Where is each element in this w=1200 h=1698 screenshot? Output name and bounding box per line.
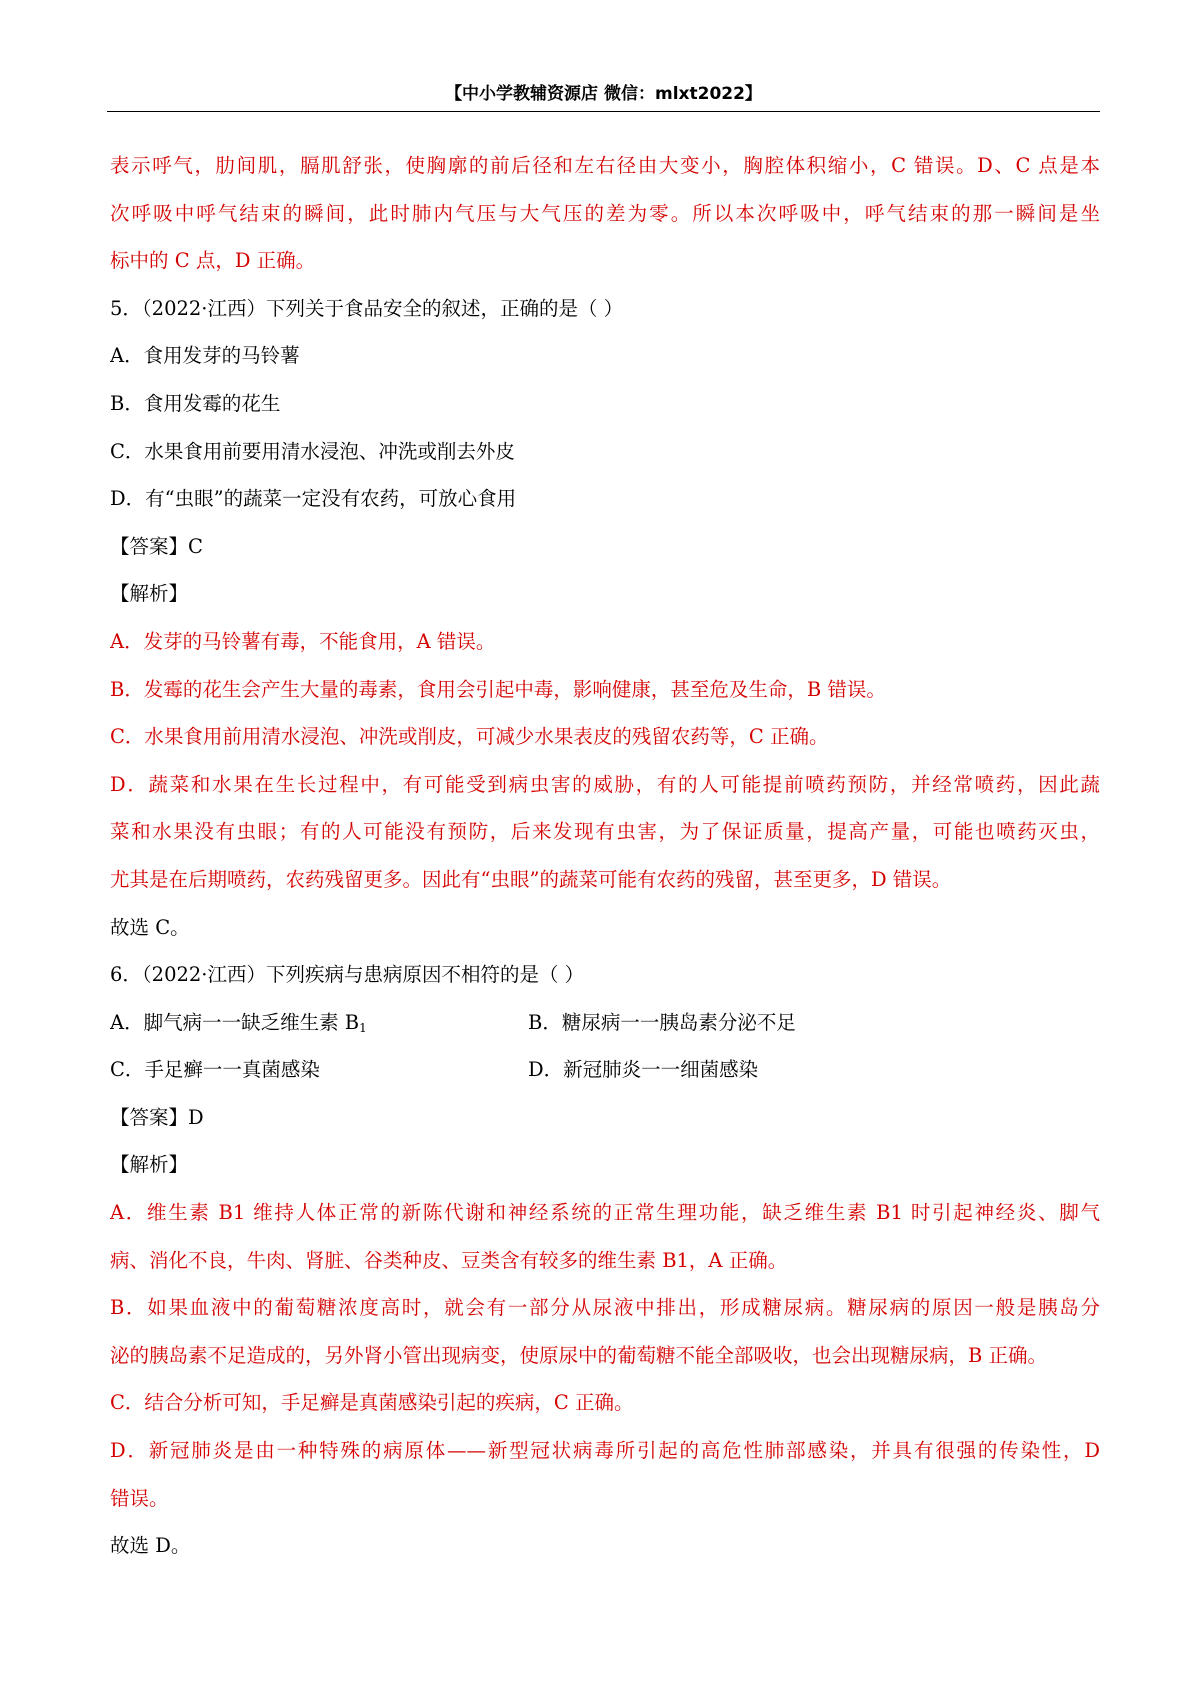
- question-5-analysis-d: D．蔬菜和水果在生长过程中，有可能受到病虫害的威胁，有的人可能提前喷药预防，并经常喷药，因此蔬: [110, 772, 1100, 796]
- question-5-analysis-a: A．发芽的马铃薯有毒，不能食用，A 错误。: [110, 629, 496, 653]
- question-6-conclusion: 故选 D。: [110, 1534, 191, 1558]
- question-5-conclusion: 故选 C。: [110, 915, 190, 939]
- answer-label: 【答案】: [110, 534, 189, 558]
- header-divider: [107, 111, 1100, 112]
- question-5-option-a: A．食用发芽的马铃薯: [110, 344, 300, 368]
- question-6-analysis-d: D．新冠肺炎是由一种特殊的病原体——新型冠状病毒所引起的高危性肺部感染，并具有很强的传染性，D: [110, 1439, 1100, 1463]
- question-6-option-a: [110, 999, 528, 1047]
- question-5-analysis-b: B．发霉的花生会产生大量的毒素，食用会引起中毒，影响健康，甚至危及生命，B 错误。: [110, 677, 886, 701]
- question-6-answer: [110, 1094, 1100, 1142]
- option-subscript: 1: [359, 1020, 367, 1035]
- question-6-option-c: C．手足癣一一真菌感染: [110, 1058, 320, 1082]
- answer-value: D: [188, 1105, 204, 1129]
- question-6-analysis-d: 错误。: [110, 1486, 169, 1510]
- question-6-analysis-a: 病、消化不良，牛肉、肾脏、谷类种皮、豆类含有较多的维生素 B1，A 正确。: [110, 1248, 788, 1272]
- question-6-analysis-b: B．如果血液中的葡萄糖浓度高时，就会有一部分从尿液中排出，形成糖尿病。糖尿病的原因一般是胰岛分: [110, 1296, 1100, 1320]
- page-header: 【中小学教辅资源店 微信：mlxt2022】: [445, 84, 762, 104]
- question-5-option-c: C．水果食用前要用清水浸泡、冲洗或削去外皮: [110, 439, 515, 463]
- analysis-line: 标中的 C 点，D 正确。: [110, 249, 316, 273]
- answer-label: 【答案】: [110, 1105, 189, 1129]
- question-6-analysis-c: C．结合分析可知，手足癣是真菌感染引起的疾病，C 正确。: [110, 1391, 634, 1415]
- question-6-options-row-1: [110, 999, 1100, 1047]
- question-5-option-b: B．食用发霉的花生: [110, 391, 281, 415]
- question-5-analysis-d: 尤其是在后期喷药，农药残留更多。因此有“虫眼”的蔬菜可能有农药的残留，甚至更多，D 错误。: [110, 867, 952, 891]
- question-6-analysis-b: 泌的胰岛素不足造成的，另外肾小管出现病变，使原尿中的葡萄糖不能全部吸收，也会出现糖尿病，B 正确。: [110, 1343, 1048, 1367]
- document-body: [110, 142, 1100, 1570]
- question-6-option-b: B．糖尿病一一胰岛素分泌不足: [528, 1010, 796, 1034]
- question-5-stem: 5．（2022·江西）下列关于食品安全的叙述，正确的是（ ）: [110, 296, 624, 320]
- question-5-analysis-label: 【解析】: [110, 582, 189, 606]
- question-6-stem: 6．（2022·江西）下列疾病与患病原因不相符的是（ ）: [110, 963, 585, 987]
- question-6-options-row-2: [110, 1046, 1100, 1094]
- answer-value: C: [188, 534, 203, 558]
- question-6-analysis-a: A．维生素 B1 维持人体正常的新陈代谢和神经系统的正常生理功能，缺乏维生素 B1 时引起神经炎、脚气: [110, 1201, 1100, 1225]
- question-5-option-d: D．有“虫眼”的蔬菜一定没有农药，可放心食用: [110, 487, 517, 511]
- question-6-analysis-label: 【解析】: [110, 1153, 189, 1177]
- question-6-option-d: D．新冠肺炎一一细菌感染: [528, 1058, 759, 1082]
- question-5-answer: [110, 523, 1100, 571]
- question-5-analysis-d: 菜和水果没有虫眼；有的人可能没有预防，后来发现有虫害，为了保证质量，提高产量，可能也喷药灭虫，: [110, 820, 1100, 844]
- question-5-analysis-c: C．水果食用前用清水浸泡、冲洗或削皮，可减少水果表皮的残留农药等，C 正确。: [110, 725, 829, 749]
- option-text: A．脚气病一一缺乏维生素 B: [110, 1010, 360, 1034]
- analysis-line: 次呼吸中呼气结束的瞬间，此时肺内气压与大气压的差为零。所以本次呼吸中，呼气结束的那一瞬间是坐: [110, 201, 1100, 225]
- analysis-line: 表示呼气，肋间肌，膈肌舒张，使胸廓的前后径和左右径由大变小，胸腔体积缩小，C 错误。D、C 点是本: [110, 154, 1100, 177]
